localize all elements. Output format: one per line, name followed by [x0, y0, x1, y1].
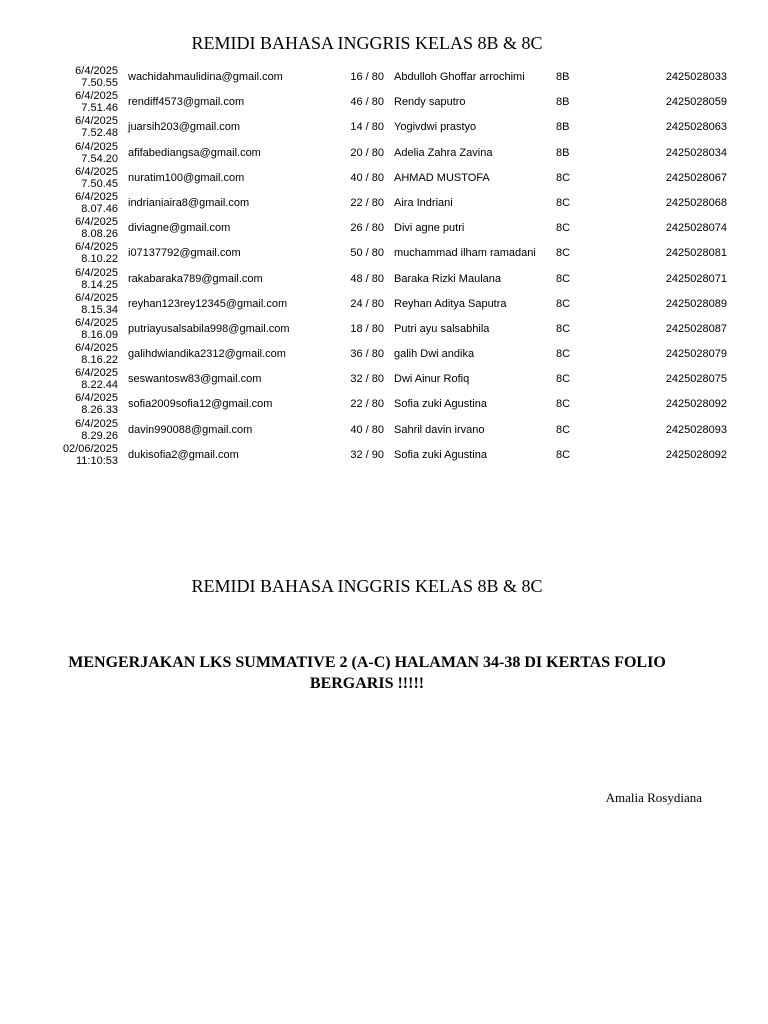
timestamp-cell — [63, 443, 118, 467]
student-id-cell: 2425028067 — [665, 171, 727, 184]
table-row — [0, 215, 768, 240]
student-id-cell: 2425028074 — [665, 222, 727, 235]
table-row — [0, 442, 768, 467]
timestamp-cell — [75, 267, 118, 291]
table-row — [0, 165, 768, 190]
score-cell: 22 / 80 — [350, 196, 384, 209]
student-name-cell: Sofia zuki Agustina — [394, 398, 487, 411]
timestamp-cell — [75, 216, 118, 240]
student-id-cell: 2425028079 — [665, 348, 727, 361]
student-name-cell: Adelia Zahra Zavina — [394, 146, 493, 159]
email-cell: wachidahmaulidina@gmail.com — [128, 71, 283, 83]
student-id-cell: 2425028081 — [665, 247, 727, 260]
student-name-cell: muchammad ilham ramadani — [394, 247, 536, 260]
email-cell: rakabaraka789@gmail.com — [128, 272, 263, 285]
score-cell: 22 / 80 — [350, 398, 384, 411]
section-title: REMIDI BAHASA INGGRIS KELAS 8B & 8C — [191, 576, 543, 596]
student-id-cell: 2425028033 — [665, 71, 727, 83]
student-id-cell: 2425028063 — [665, 121, 727, 134]
timestamp-date: 6/4/2025 — [75, 316, 118, 329]
timestamp-cell — [75, 317, 118, 341]
class-cell: 8C — [556, 171, 571, 184]
timestamp-time: 8.16.22 — [81, 354, 118, 367]
class-cell: 8C — [556, 196, 571, 209]
email-cell: dukisofia2@gmail.com — [128, 448, 239, 461]
table-row — [0, 140, 768, 165]
class-cell: 8C — [556, 348, 571, 361]
score-cell: 40 / 80 — [350, 171, 384, 184]
timestamp-date: 6/4/2025 — [75, 291, 118, 304]
class-cell: 8C — [556, 297, 571, 310]
table-row — [0, 391, 768, 416]
timestamp-cell — [75, 166, 118, 190]
student-name-cell: Sahril davin irvano — [394, 423, 485, 436]
score-cell: 16 / 80 — [350, 71, 384, 83]
timestamp-cell — [75, 367, 118, 391]
timestamp-time: 8.16.09 — [81, 328, 118, 341]
score-cell: 32 / 80 — [350, 373, 384, 386]
student-id-cell: 2425028075 — [665, 373, 727, 386]
table-row — [0, 114, 768, 139]
student-name-cell: Rendy saputro — [394, 96, 466, 109]
email-cell: indrianiaira8@gmail.com — [128, 196, 250, 209]
class-cell: 8C — [556, 398, 571, 411]
score-cell: 40 / 80 — [350, 423, 384, 436]
timestamp-time: 8.14.25 — [81, 278, 118, 291]
timestamp-date: 6/4/2025 — [75, 342, 118, 355]
table-row — [0, 190, 768, 215]
score-cell: 48 / 80 — [350, 272, 384, 285]
timestamp-date: 6/4/2025 — [75, 65, 118, 77]
timestamp-time: 11:10:53 — [75, 454, 118, 467]
class-cell: 8B — [556, 96, 570, 109]
timestamp-cell — [75, 90, 118, 114]
score-cell: 24 / 80 — [350, 297, 384, 310]
student-name-cell: Sofia zuki Agustina — [394, 448, 487, 461]
student-id-cell: 2425028087 — [665, 322, 727, 335]
student-id-cell: 2425028034 — [665, 146, 727, 159]
class-cell: 8C — [556, 423, 571, 436]
email-cell: davin990088@gmail.com — [128, 423, 253, 436]
timestamp-date: 6/4/2025 — [75, 140, 118, 153]
timestamp-time: 7.52.48 — [81, 127, 118, 140]
student-name-cell: galih Dwi andika — [394, 348, 475, 361]
table-row — [0, 316, 768, 341]
class-cell: 8C — [556, 373, 571, 386]
timestamp-time: 8.07.46 — [81, 202, 118, 215]
timestamp-date: 02/06/2025 — [62, 442, 118, 455]
class-cell: 8B — [556, 146, 570, 159]
email-cell: reyhan123rey12345@gmail.com — [128, 297, 288, 310]
table-row — [0, 240, 768, 265]
timestamp-time: 8.22.44 — [81, 379, 118, 392]
class-cell: 8B — [556, 71, 570, 83]
timestamp-cell — [75, 141, 118, 165]
signature-name: Amalia Rosydiana — [605, 790, 702, 805]
student-id-cell: 2425028059 — [665, 96, 727, 109]
email-cell: i07137792@gmail.com — [128, 247, 241, 260]
score-cell: 14 / 80 — [350, 121, 384, 134]
student-name-cell: Divi agne putri — [394, 222, 465, 235]
student-name-cell: Reyhan Aditya Saputra — [394, 297, 507, 310]
student-name-cell: Yogivdwi prastyo — [394, 121, 477, 134]
timestamp-time: 7.51.46 — [81, 102, 118, 115]
timestamp-date: 6/4/2025 — [75, 417, 118, 430]
email-cell: galihdwiandika2312@gmail.com — [128, 348, 286, 361]
timestamp-date: 6/4/2025 — [75, 165, 118, 178]
timestamp-cell — [75, 342, 118, 366]
timestamp-cell — [75, 115, 118, 139]
table-row — [0, 291, 768, 316]
score-cell: 32 / 90 — [350, 448, 384, 461]
timestamp-date: 6/4/2025 — [75, 266, 118, 279]
table-row — [0, 64, 768, 89]
timestamp-date: 6/4/2025 — [75, 190, 118, 203]
class-cell: 8C — [556, 322, 571, 335]
score-cell: 36 / 80 — [350, 348, 384, 361]
class-cell: 8B — [556, 121, 570, 134]
score-cell: 26 / 80 — [350, 222, 384, 235]
timestamp-time: 7.50.45 — [81, 177, 118, 190]
timestamp-cell — [75, 65, 118, 89]
timestamp-date: 6/4/2025 — [75, 90, 118, 103]
student-id-cell: 2425028071 — [665, 272, 727, 285]
class-cell: 8C — [556, 448, 571, 461]
timestamp-cell — [75, 392, 118, 416]
email-cell: sofia2009sofia12@gmail.com — [128, 398, 273, 411]
student-id-cell: 2425028092 — [665, 398, 727, 411]
email-cell: diviagne@gmail.com — [128, 222, 231, 235]
timestamp-cell — [75, 292, 118, 316]
timestamp-time: 8.08.26 — [81, 228, 118, 241]
timestamp-date: 6/4/2025 — [75, 241, 118, 254]
student-name-cell: Abdulloh Ghoffar arrochimi — [394, 71, 525, 83]
timestamp-date: 6/4/2025 — [75, 392, 118, 405]
results-table — [0, 64, 768, 467]
timestamp-time: 8.15.34 — [81, 303, 118, 316]
class-cell: 8C — [556, 247, 571, 260]
page-title: REMIDI BAHASA INGGRIS KELAS 8B & 8C — [191, 33, 543, 53]
email-cell: putriayusalsabila998@gmail.com — [128, 322, 290, 335]
timestamp-time: 8.26.33 — [81, 404, 118, 417]
timestamp-time: 7.50.55 — [81, 77, 118, 89]
table-row — [0, 366, 768, 391]
timestamp-time: 8.29.26 — [81, 429, 118, 442]
timestamp-date: 6/4/2025 — [75, 367, 118, 380]
student-id-cell: 2425028089 — [665, 297, 727, 310]
timestamp-cell — [75, 191, 118, 215]
timestamp-date: 6/4/2025 — [75, 115, 118, 128]
student-id-cell: 2425028093 — [665, 423, 727, 436]
timestamp-time: 8.10.22 — [81, 253, 118, 266]
timestamp-cell — [75, 418, 118, 442]
email-cell: afifabediangsa@gmail.com — [128, 146, 261, 159]
table-row — [0, 266, 768, 291]
email-cell: nuratim100@gmail.com — [128, 171, 245, 184]
student-name-cell: AHMAD MUSTOFA — [394, 171, 490, 184]
email-cell: rendiff4573@gmail.com — [128, 96, 245, 109]
timestamp-time: 7.54.20 — [81, 152, 118, 165]
score-cell: 20 / 80 — [350, 146, 384, 159]
score-cell: 18 / 80 — [350, 322, 384, 335]
timestamp-date: 6/4/2025 — [75, 216, 118, 229]
student-name-cell: Baraka Rizki Maulana — [394, 272, 501, 285]
email-cell: seswantosw83@gmail.com — [128, 373, 262, 386]
class-cell: 8C — [556, 272, 571, 285]
student-id-cell: 2425028068 — [665, 196, 727, 209]
class-cell: 8C — [556, 222, 571, 235]
student-name-cell: Putri ayu salsabhila — [394, 322, 490, 335]
email-cell: juarsih203@gmail.com — [128, 121, 241, 134]
table-row — [0, 341, 768, 366]
instruction-text: MENGERJAKAN LKS SUMMATIVE 2 (A-C) HALAMAN 34-38 DI KERTAS FOLIO BERGARIS !!!!! — [68, 654, 666, 692]
student-name-cell: Dwi Ainur Rofiq — [394, 373, 470, 386]
score-cell: 50 / 80 — [350, 247, 384, 260]
timestamp-cell — [75, 241, 118, 265]
score-cell: 46 / 80 — [350, 96, 384, 109]
table-row — [0, 417, 768, 442]
student-name-cell: Aira Indriani — [394, 196, 453, 209]
table-row — [0, 89, 768, 114]
student-id-cell: 2425028092 — [665, 448, 727, 461]
